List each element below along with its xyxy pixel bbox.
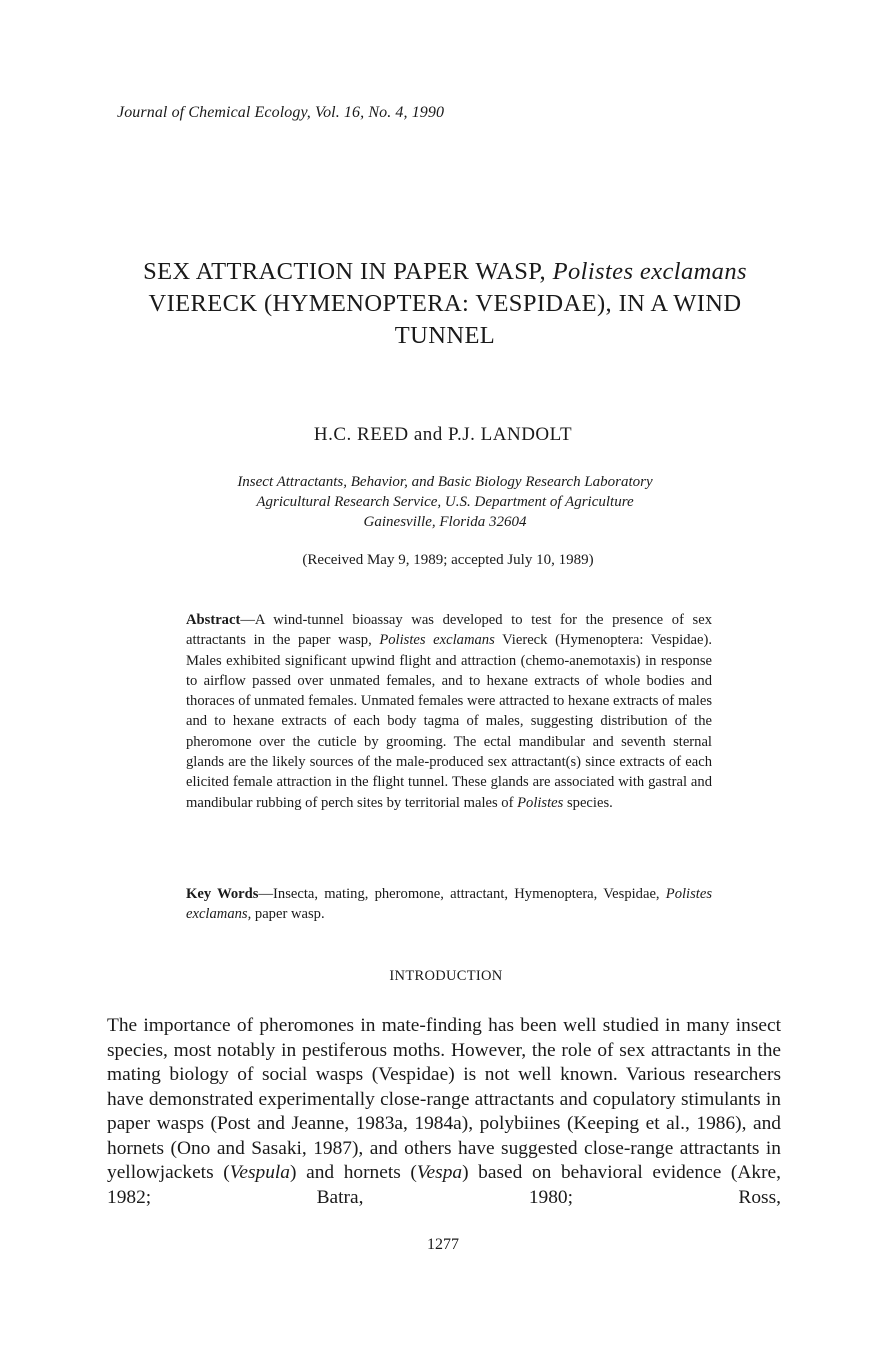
intro-text-3: ) based on behavioral evidence (Akre, 1982; Batra, 1980; Ross,: [107, 1162, 781, 1208]
title-part1: SEX ATTRACTION IN PAPER WASP,: [143, 258, 553, 285]
affiliation: [100, 472, 790, 532]
abstract-species: Polistes exclamans: [379, 632, 495, 649]
abstract-text-2: Viereck (Hymenoptera: Vespidae). Males exhibited significant upwind flight and attraction (chemo-anemotaxis) in response to airflow passed over unmated females, and to hexane extracts of whole bodies and thoraces of unmated females. Unmated females were attracted to hexane extracts of males and to hexane extracts of each body tagma of males, suggesting distribution of the pheromone over the cuticle by grooming. The ectal mandibular and seventh sternal glands are the likely sources of the male-produced sex attractant(s) since extracts of each elicited female attraction in the flight tunnel. These glands are associated with gastral and mandibular rubbing of perch sites by territorial males of: [186, 632, 712, 811]
page-number: 1277: [427, 1236, 459, 1253]
key-words: [186, 884, 712, 925]
abstract-text-1: —A wind-tunnel bioassay was developed to test for the presence of sex attractants in the paper wasp,: [186, 612, 712, 649]
introduction-body: [107, 1014, 781, 1210]
journal-citation: Journal of Chemical Ecology, Vol. 16, No. 4, 1990: [117, 104, 445, 121]
abstract-label: Abstract: [186, 612, 241, 628]
abstract: [186, 610, 712, 813]
article-title: [100, 256, 790, 352]
abstract-text-3: species.: [563, 794, 613, 811]
abstract-genus: Polistes: [517, 794, 564, 811]
keywords-species: Polistes exclamans,: [186, 886, 712, 923]
intro-text-1: The importance of pheromones in mate-finding has been well studied in many insect species, most notably in pestiferous moths. However, the role of sex attractants in the mating biology of social wasps (Vespidae) is not well known. Various researchers have demonstrated experimentally close-range attractants and copulatory stimulants in paper wasps (Post and Jeanne, 1983a, 1984a), polybiines (Keeping et al., 1986), and hornets (Ono and Sasaki, 1987), and others have suggested close-range attractants in yellowjackets (: [107, 1015, 781, 1183]
title-part2: VIERECK (HYMENOPTERA: VESPIDAE), IN A WIND TUNNEL: [148, 290, 742, 349]
introduction-heading: INTRODUCTION: [389, 968, 503, 984]
keywords-text-2: paper wasp.: [251, 906, 325, 923]
intro-genus-vespa: Vespa: [416, 1162, 463, 1183]
authors: H.C. REED and P.J. LANDOLT: [313, 424, 573, 445]
affiliation-line1: Insect Attractants, Behavior, and Basic Biology Research Laboratory: [237, 474, 653, 490]
intro-text-2: ) and hornets (: [290, 1162, 417, 1183]
keywords-label: Key Words: [186, 886, 259, 902]
intro-genus-vespula: Vespula: [229, 1162, 291, 1183]
received-dates: (Received May 9, 1989; accepted July 10, 1989): [302, 552, 594, 568]
keywords-text-1: —Insecta, mating, pheromone, attractant, Hymenoptera, Vespidae,: [258, 886, 666, 902]
title-species: Polistes exclamans: [552, 258, 747, 285]
affiliation-line2: Agricultural Research Service, U.S. Department of Agriculture: [256, 494, 634, 510]
affiliation-line3: Gainesville, Florida 32604: [363, 514, 527, 530]
